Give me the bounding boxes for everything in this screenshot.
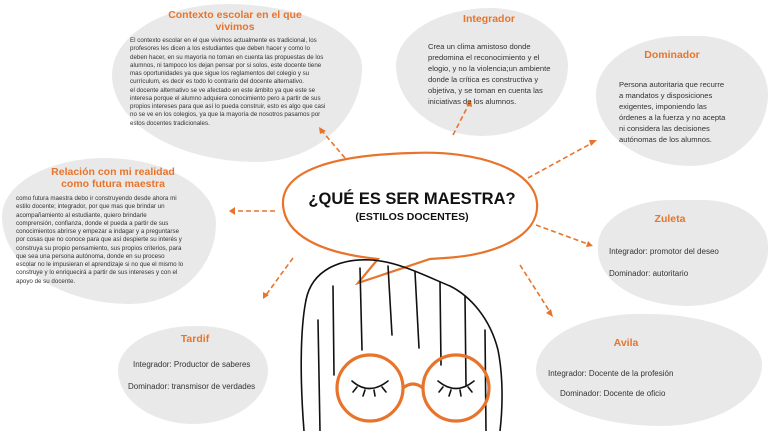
integrador-title: Integrador bbox=[463, 13, 515, 25]
arrow-tardif bbox=[266, 258, 293, 295]
arrow-zuleta bbox=[536, 225, 588, 244]
contexto-text: El contexto escolar en el que vivimos actualmente es tradicional, los profesores les dicen a los estudiantes que deben hacer y como lo deben hacer, en su mayoría no toman en cuenta las propuestas de los alumnos, ni tampoco los dejan pensar por si solos, este docente tiene mas oportunidades ya que sigue los reglamentos del colegio y su currículum, es decir es todo lo contrario del docente alternativo. el docente alternativo se ve afectado en este ámbito ya que este se interesa porque el alumno adquiera conocimiento pero a partir de sus propios intereses para que así lo pueda construir, esto es algo que casi no se ve en los colegios, ya que la mayoría de nosotros pasamos por estos docentes tradicionales. bbox=[130, 37, 326, 127]
tardif-title: Tardif bbox=[180, 333, 210, 345]
contexto-title: Contexto escolar en el que vivimos bbox=[168, 9, 302, 34]
arrow-dominador bbox=[528, 143, 592, 178]
main-subtitle: (ESTILOS DOCENTES) bbox=[355, 211, 469, 223]
arrow-integrador bbox=[453, 104, 469, 135]
dominador-text: Persona autoritaria que recurre a mandatos y disposiciones exigentes, imponiendo las órdenes a la fuerza y no acepta ni considera las decisiones autónomas de los alumnos. bbox=[619, 80, 726, 144]
relacion-title: Relación con mi realidad como futura maestra bbox=[51, 166, 175, 191]
tardif-dominador: Dominador: transmisor de verdades bbox=[128, 382, 256, 391]
arrow-avila bbox=[520, 265, 550, 312]
avila-title: Avila bbox=[613, 337, 639, 349]
avila-integrador: Integrador: Docente de la profesión bbox=[548, 369, 674, 378]
integrador-text: Crea un clima amistoso donde predomina el reconocimiento y el elogio, y no la violencia;un ambiente donde la crítica es constructiva y objetiva, y se toman en cuenta las iniciativas de los alumnos. bbox=[428, 42, 551, 106]
dominador-title: Dominador bbox=[644, 49, 700, 61]
main-title: ¿QUÉ ES SER MAESTRA? bbox=[308, 190, 516, 208]
arrow-contexto bbox=[322, 131, 345, 158]
relacion-text: como futura maestra debo ir construyendo desde ahora mi estilo docente; integrador, por que mas que brindar un acompañamiento al estudiante, quiero brindarle comprensión, confianza, donde el pueda a partir de sus conocimientos abrirse y empezar a indagar y a preguntarse por cosas que no conoce para que así despierte su interés y construya su propio pensamiento, sus propios criterios, para que sea una persona autónoma, donde en su proceso escolar no le impusieran el aprendizaje si no que el mismo lo construye y lo enriquecirá a partir de sus intereses y con el apoyo de su docente. bbox=[16, 195, 184, 285]
tardif-integrador: Integrador: Productor de saberes bbox=[133, 360, 251, 369]
face-illustration bbox=[301, 260, 502, 431]
zuleta-dominador: Dominador: autoritario bbox=[609, 269, 689, 278]
avila-dominador: Dominador: Docente de oficio bbox=[560, 389, 666, 398]
zuleta-integrador: Integrador: promotor del deseo bbox=[609, 247, 719, 256]
zuleta-title: Zuleta bbox=[654, 213, 686, 225]
